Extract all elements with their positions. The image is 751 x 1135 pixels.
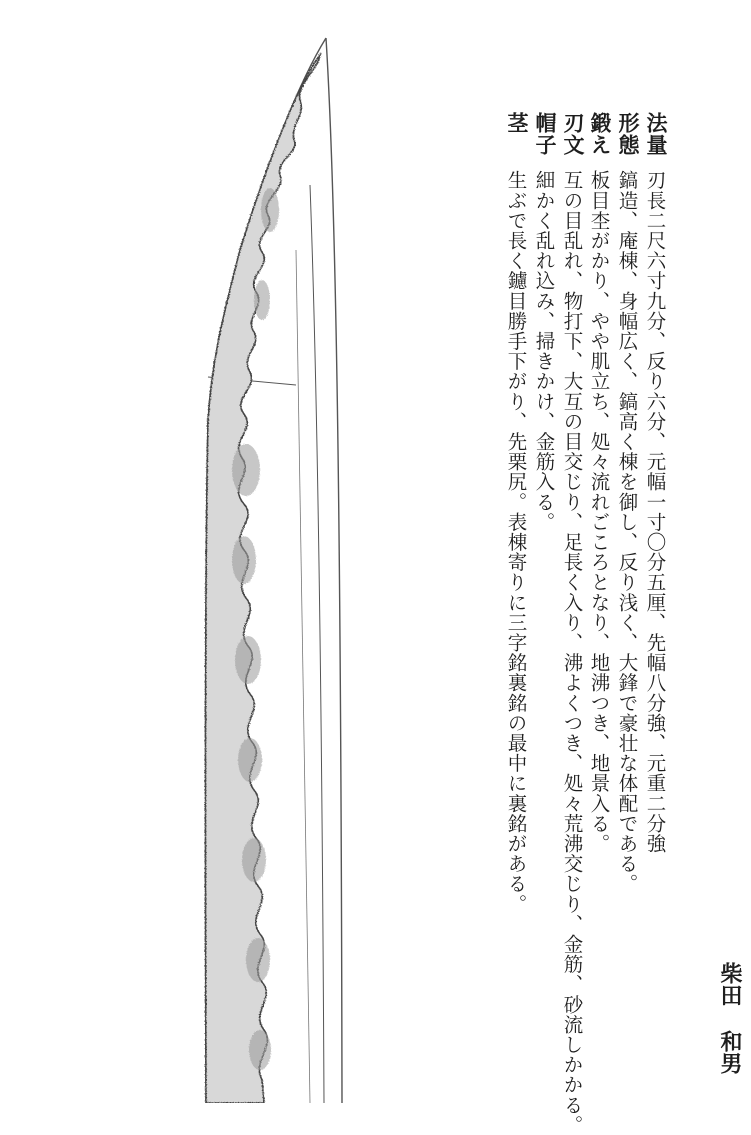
heading-boushi: 帽子 xyxy=(533,112,557,156)
heading-houryou: 法量 xyxy=(644,112,668,156)
heading-nakago: 茎 xyxy=(505,112,529,134)
sword-oshigata-drawing xyxy=(0,0,380,1103)
author-given-name: 和男 xyxy=(717,1030,742,1074)
text-nakago: 生ぶで長く鑢目勝手下がり、先栗尻。表棟寄りに三字銘裏銘の最中に裏銘がある。 xyxy=(504,170,528,914)
heading-keitai: 形態 xyxy=(616,112,640,156)
heading-hamon: 刃文 xyxy=(561,112,585,156)
text-kitae: 板目杢がかり、やや肌立ち、処々流れごころとなり、地沸つき、地景入る。 xyxy=(587,170,611,854)
text-boushi: 細かく乱れ込み、掃きかけ、金筋入る。 xyxy=(532,170,556,532)
heading-kitae: 鍛え xyxy=(588,112,612,156)
text-hamon: 互の目乱れ、物打下、大互の目交じり、足長く入り、沸よくつき、処々荒沸交じり、金筋、砂流しかかる。 xyxy=(560,170,584,1135)
author-surname: 柴田 xyxy=(717,962,742,1006)
text-keitai: 鎬造、庵棟、身幅広く、鎬高く棟を御し、反り浅く、大鋒で豪壮な体配である。 xyxy=(615,170,639,894)
text-houryou: 刃長二尺六寸九分、反り六分、元幅一寸〇分五厘、先幅八分強、元重二分強 xyxy=(643,170,667,854)
